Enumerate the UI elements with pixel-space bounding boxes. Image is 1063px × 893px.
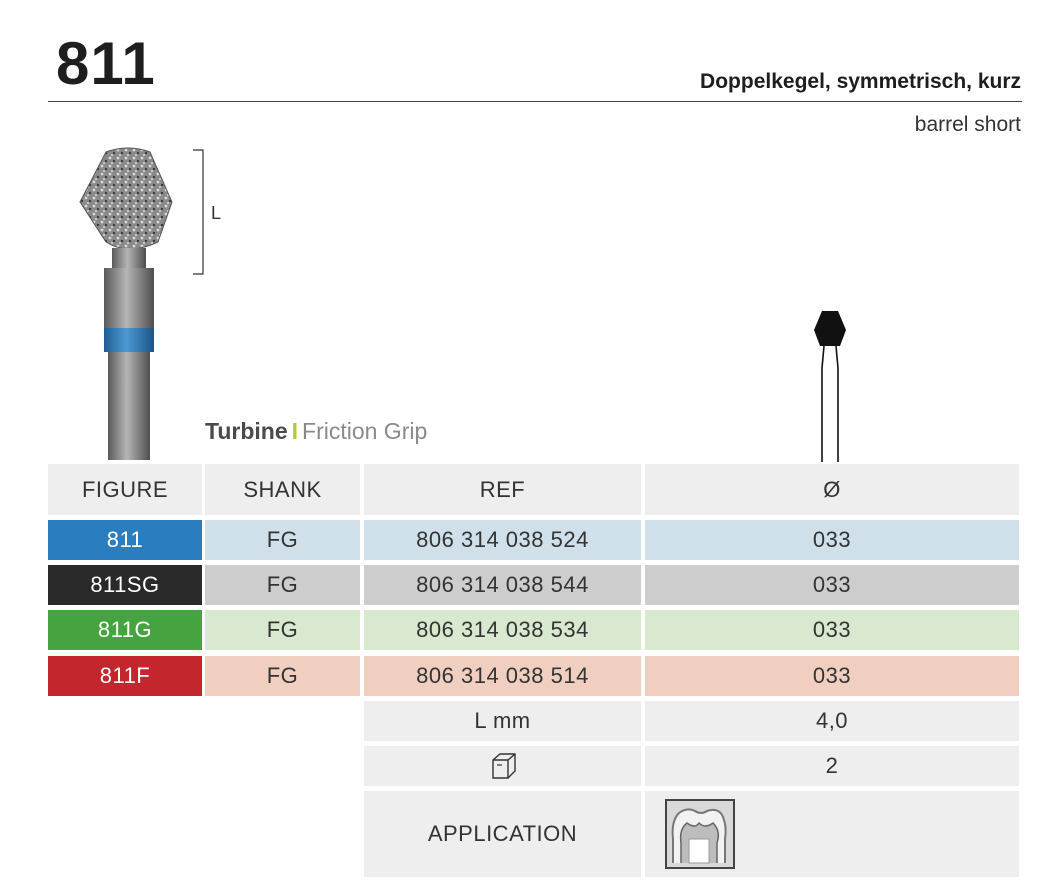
- header-diameter: Ø: [645, 464, 1019, 515]
- application-label: APPLICATION: [364, 791, 641, 877]
- tooth-crown-icon: [665, 799, 735, 869]
- length-bracket: [190, 148, 210, 276]
- row-ref: 806 314 038 514: [364, 656, 641, 696]
- row-shank: FG: [205, 656, 360, 696]
- row-ref: 806 314 038 524: [364, 520, 641, 560]
- row-shank: FG: [205, 610, 360, 650]
- row-shank: FG: [205, 565, 360, 605]
- row-diameter: 033: [645, 565, 1019, 605]
- row-shank: FG: [205, 520, 360, 560]
- row-ref: 806 314 038 534: [364, 610, 641, 650]
- row-figure: 811SG: [48, 565, 202, 605]
- bur-silhouette: [800, 300, 860, 462]
- row-figure: 811G: [48, 610, 202, 650]
- row-diameter: 033: [645, 520, 1019, 560]
- application-cell: [645, 791, 1019, 877]
- title-english: barrel short: [914, 113, 1021, 136]
- title-divider: [48, 101, 1022, 102]
- length-label: L: [211, 203, 222, 223]
- title-german: Doppelkegel, symmetrisch, kurz: [700, 70, 1021, 93]
- row-ref: 806 314 038 544: [364, 565, 641, 605]
- length-label-cell: L mm: [364, 701, 641, 741]
- package-box-icon: [488, 752, 518, 780]
- header-shank: SHANK: [205, 464, 360, 515]
- shank-type-subtitle: Turbine I Friction Grip: [205, 418, 428, 444]
- row-diameter: 033: [645, 656, 1019, 696]
- row-figure: 811: [48, 520, 202, 560]
- row-diameter: 033: [645, 610, 1019, 650]
- header-ref: REF: [364, 464, 641, 515]
- pack-cell: [364, 746, 641, 786]
- pack-quantity: 2: [645, 746, 1019, 786]
- length-value: 4,0: [645, 701, 1019, 741]
- header-figure: FIGURE: [48, 464, 202, 515]
- product-number: 811: [56, 30, 156, 97]
- row-figure: 811F: [48, 656, 202, 696]
